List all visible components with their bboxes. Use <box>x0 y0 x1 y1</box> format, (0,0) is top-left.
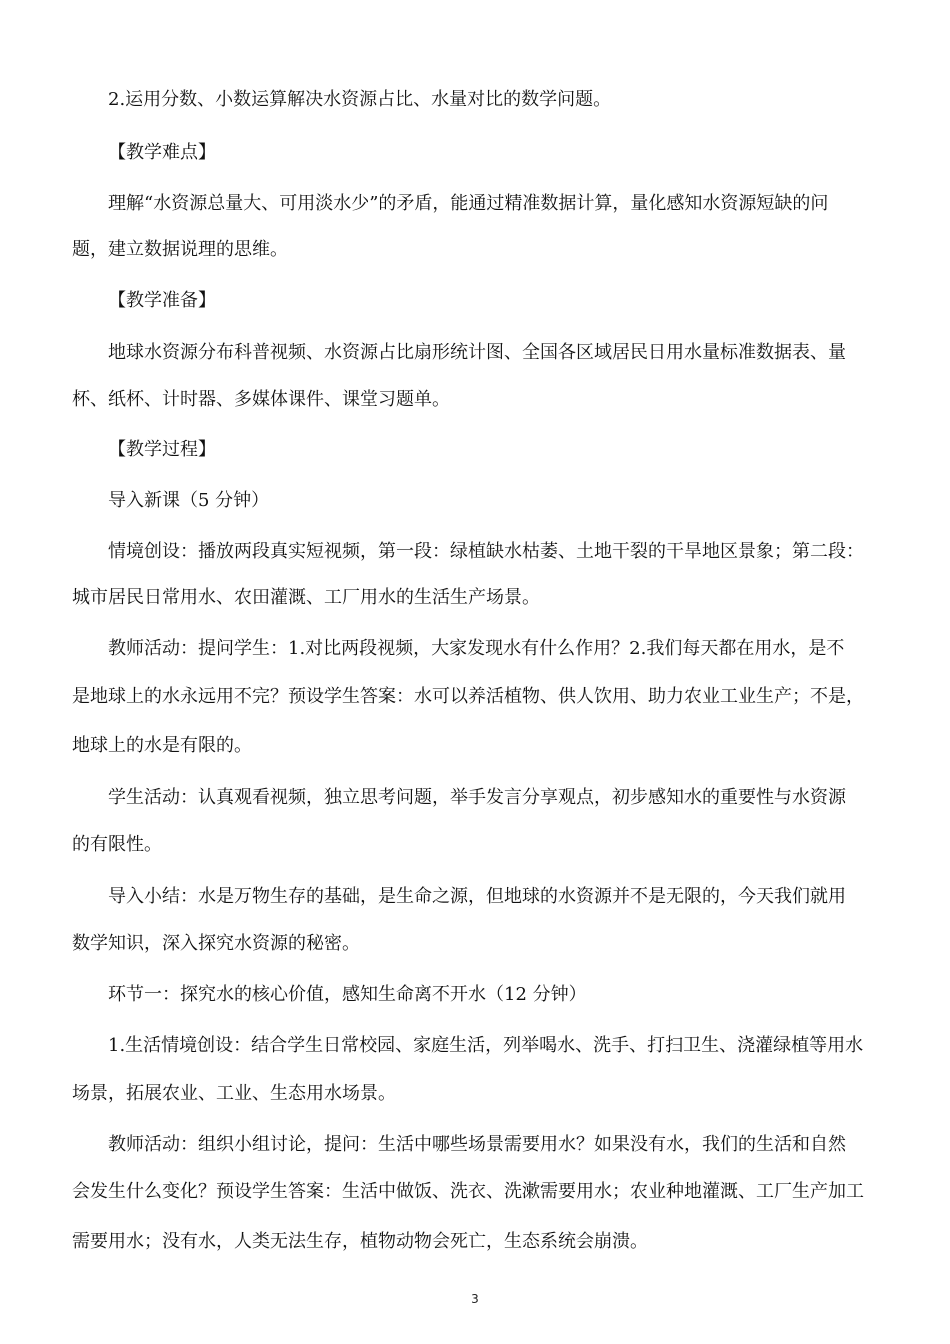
text-line: 2.运用分数、小数运算解决水资源占比、水量对比的数学问题。 <box>108 89 612 110</box>
section-heading: 【教学准备】 <box>108 290 216 311</box>
section-heading: 【教学过程】 <box>108 439 216 460</box>
text-line: 数学知识，深入探究水资源的秘密。 <box>72 933 360 954</box>
text-line: 场景，拓展农业、工业、生态用水场景。 <box>72 1083 396 1104</box>
text-line: 需要用水；没有水，人类无法生存，植物动物会死亡，生态系统会崩溃。 <box>72 1231 648 1252</box>
text-line: 理解“水资源总量大、可用淡水少”的矛盾，能通过精准数据计算，量化感知水资源短缺的问 <box>108 193 829 214</box>
text-line: 会发生什么变化？预设学生答案：生活中做饭、洗衣、洗漱需要用水；农业种地灌溉、工厂生产加工 <box>72 1181 864 1202</box>
text-line: 杯、纸杯、计时器、多媒体课件、课堂习题单。 <box>72 389 450 410</box>
text-line: 导入新课（5 分钟） <box>108 490 270 511</box>
text-line: 导入小结：水是万物生存的基础，是生命之源，但地球的水资源并不是无限的，今天我们就用 <box>108 886 846 907</box>
text-line: 题，建立数据说理的思维。 <box>72 239 288 260</box>
section-heading: 【教学难点】 <box>108 142 216 163</box>
text-line: 学生活动：认真观看视频，独立思考问题，举手发言分享观点，初步感知水的重要性与水资源 <box>108 787 846 808</box>
text-line: 教师活动：组织小组讨论，提问：生活中哪些场景需要用水？如果没有水，我们的生活和自然 <box>108 1134 846 1155</box>
text-line: 情境创设：播放两段真实短视频，第一段：绿植缺水枯萎、土地干裂的干旱地区景象；第二段： <box>108 541 864 562</box>
text-line: 是地球上的水永远用不完？预设学生答案：水可以养活植物、供人饮用、助力农业工业生产；不是， <box>72 686 864 707</box>
text-line: 环节一：探究水的核心价值，感知生命离不开水（12 分钟） <box>108 984 587 1005</box>
text-line: 城市居民日常用水、农田灌溉、工厂用水的生活生产场景。 <box>72 587 540 608</box>
page-number: 3 <box>471 1292 479 1306</box>
text-line: 教师活动：提问学生：1.对比两段视频，大家发现水有什么作用？2.我们每天都在用水，是不 <box>108 638 845 659</box>
text-line: 地球水资源分布科普视频、水资源占比扇形统计图、全国各区域居民日用水量标准数据表、量 <box>108 342 846 363</box>
text-line: 1.生活情境创设：结合学生日常校园、家庭生活，列举喝水、洗手、打扫卫生、浇灌绿植等用水 <box>108 1035 864 1056</box>
text-line: 地球上的水是有限的。 <box>72 735 252 756</box>
text-line: 的有限性。 <box>72 834 162 855</box>
